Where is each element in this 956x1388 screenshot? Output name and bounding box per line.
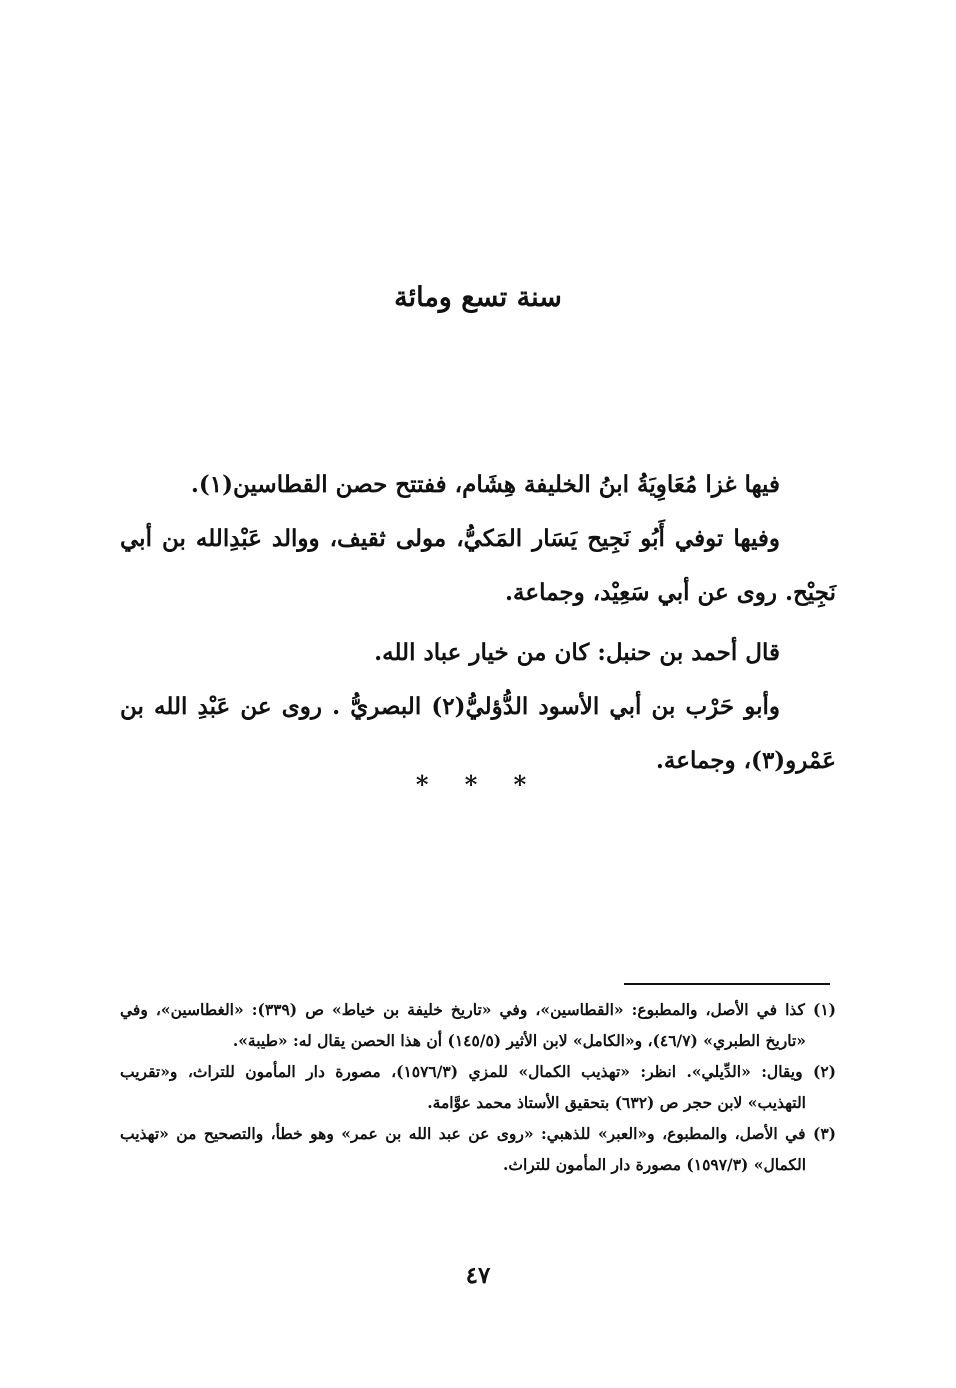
page-number: ٤٧ [465, 1262, 491, 1289]
section-heading: سنة تسع ومائة [394, 282, 562, 313]
footnotes [120, 994, 836, 1180]
paragraph-2: وفيها توفي أَبُو نَجِيح يَسَار المَكيُّ، مولى ثقيف، ووالد عَبْدِالله بن أبي نَجِيْح. روى عن أبي سَعِيْد، وجماعة. [120, 525, 836, 606]
footnote-3: (٣) في الأصل، والمطبوع، و«العبر» للذهبي: «روى عن عبد الله بن عمر» وهو خطأ، والتصحيح من «تهذيب الكمال» (١٥٩٧/٣) مصورة دار المأمون للتراث. [120, 1124, 836, 1174]
paragraph-4: وأبو حَرْب بن أبي الأسود الدُّؤليُّ(٢) البصريُّ . روى عن عَبْدِ الله بن عَمْرو(٣)، وجماعة. [120, 693, 836, 774]
footnote-1: (١) كذا في الأصل، والمطبوع: «القطاسين»، وفي «تاريخ خليفة بن خياط» ص (٣٣٩): «الغطاسين»، وفي «تاريخ الطبري» (٤٦/٧)، و«الكامل» لابن الأثير (١٤٥/٥) أن هذا الحصن يقال له: «طيبة». [120, 1000, 836, 1050]
footnote-2: (٢) ويقال: «الدِّيلي». انظر: «تهذيب الكمال» للمزي (١٥٧٦/٣)، مصورة دار المأمون للتراث، و«تقريب التهذيب» لابن حجر ص (٦٣٢) بتحقيق الأستاذ محمد عوَّامة. [120, 1062, 837, 1112]
section-separator: * * * [415, 770, 541, 799]
main-text [120, 458, 836, 788]
paragraph-1: فيها غزا مُعَاوِيَةُ ابنُ الخليفة هِشَام، ففتتح حصن القطاسين(١). [190, 471, 780, 498]
paragraph-3: قال أحمد بن حنبل: كان من خيار عباد الله. [374, 639, 780, 666]
footnote-divider [624, 983, 830, 985]
